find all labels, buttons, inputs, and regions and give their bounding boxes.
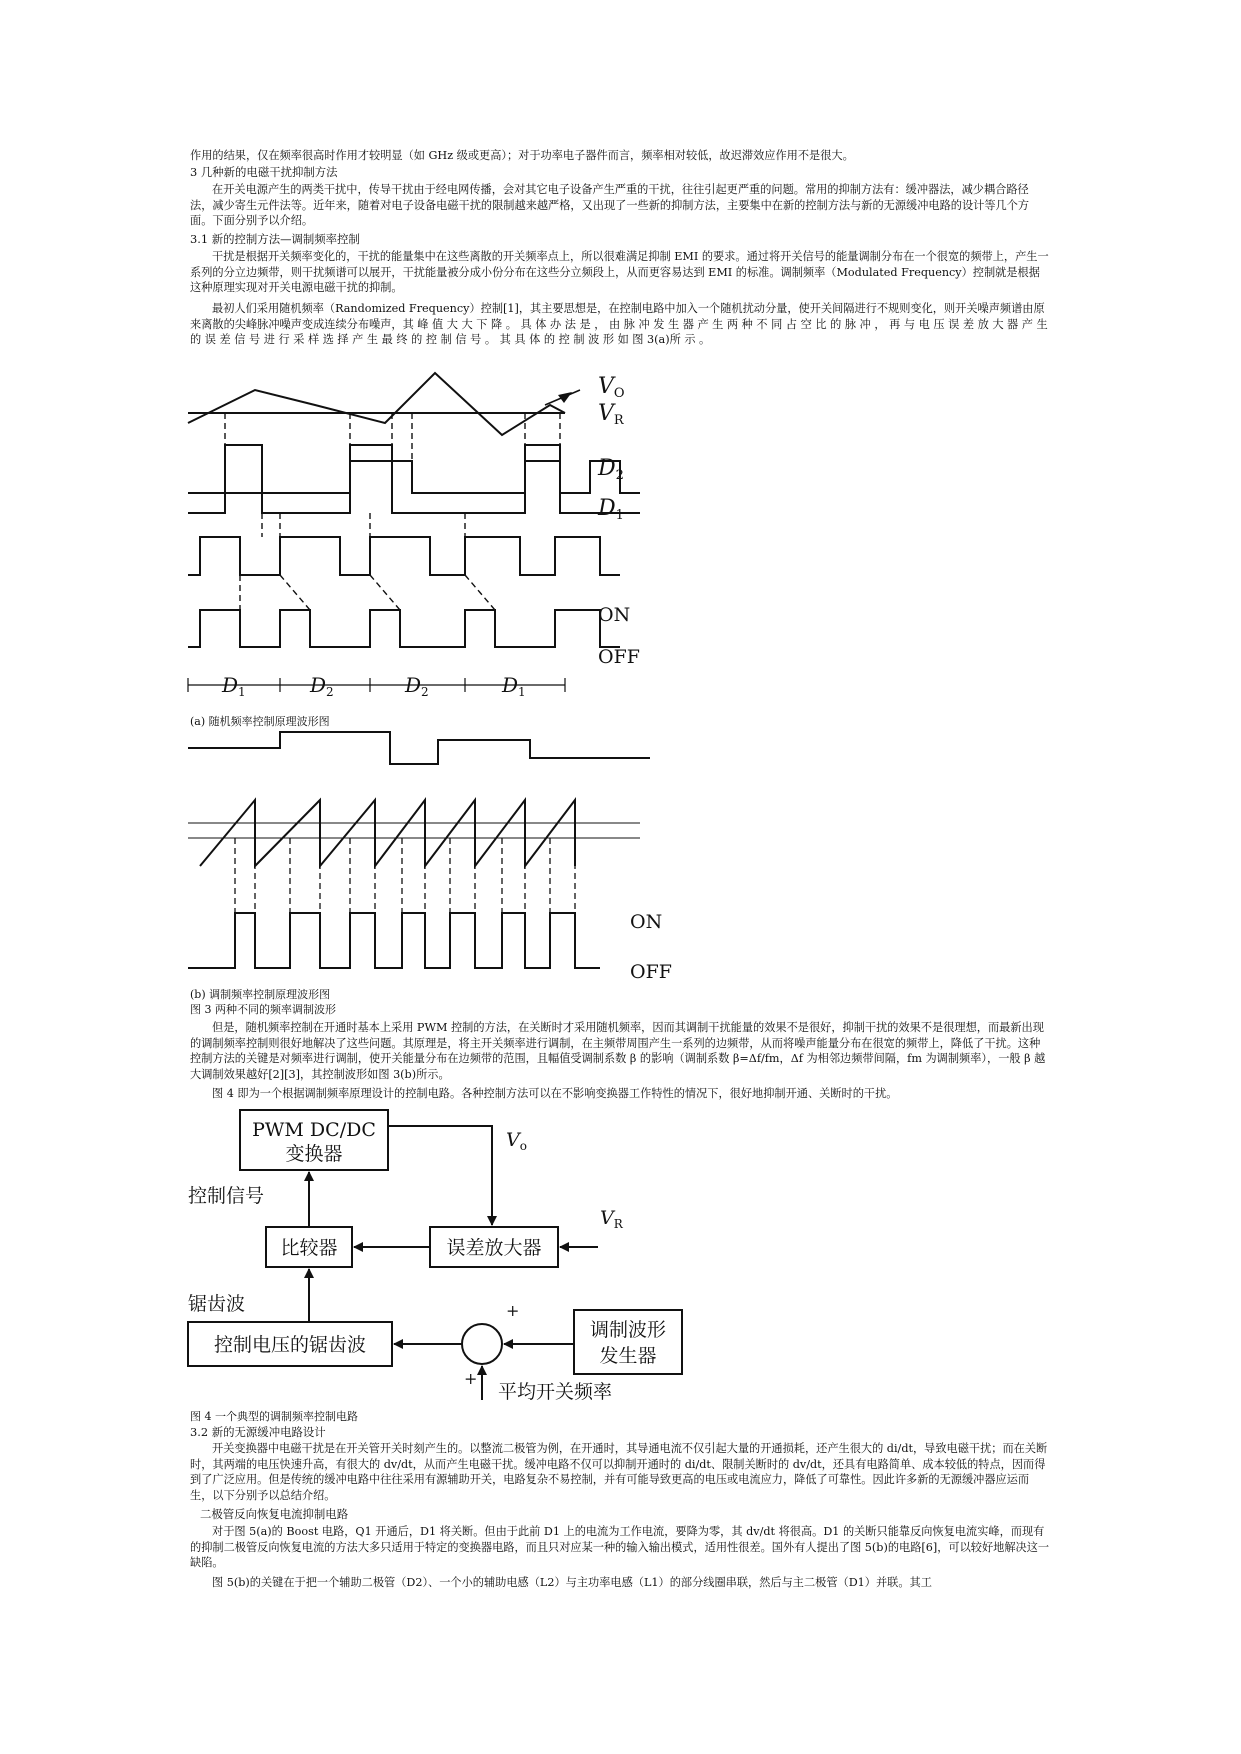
paragraph-3-1-c: 但是，随机频率控制在开通时基本上采用 PWM 控制的方法，在关断时才采用随机频率，因而其调制干扰能量的效果不是很好，抑制干扰的效果不是很理想，而最新出现的调制频率控制则很好地解决了这些问题。其原理是，将主开关频率进行调制，在主频带周围产生一系列的边频带，从而将噪声能量分布在很宽的频带上，降低了干扰。这种控制方法的关键是对频率进行调制，使开关能量分布在边频带的范围，且幅值受调制系数 β 的影响（调制系数 β=Δf/fm，Δf 为相邻边频带间隔，fm 为调制频率），一般 β 越大调制效果越好[2][3]，其控制波形如图 3(b)所示。: [190, 1021, 1046, 1081]
on-off-pulse-train: [188, 913, 600, 968]
figure-3a-waveforms: [180, 365, 700, 715]
pwm-converter-label-line2: 变换器: [285, 1143, 343, 1165]
figure-4-block-diagram: [180, 1104, 700, 1404]
pwm-converter-label-line1: PWM DC/DC: [252, 1119, 376, 1141]
vr-label: VR: [598, 401, 624, 428]
plus-sign-top: +: [506, 1301, 520, 1320]
sawtooth-wave-label: 锯齿波: [188, 1293, 246, 1315]
d1-pulse-train: [188, 445, 640, 513]
sawtooth-wave: [200, 800, 575, 866]
on-label: ON: [630, 911, 663, 933]
off-label: OFF: [630, 961, 672, 983]
comparator-label: 比较器: [280, 1237, 338, 1259]
d1-label: D1: [598, 496, 624, 523]
vo-triangle-wave: [188, 373, 565, 435]
d2-label: D2: [598, 456, 624, 483]
plus-sign-bottom: +: [464, 1369, 478, 1388]
figure-3b-caption: (b) 调制频率控制原理波形图: [190, 988, 331, 1001]
modulation-generator-label-line1: 调制波形: [589, 1319, 667, 1341]
paragraph-3-2-c: 图 5(b)的关键在于把一个辅助二极管（D2）、一个小的辅助电感（L2）与主功率电感（L1）的部分线圈串联，然后与主二极管（D1）并联。其工: [212, 1576, 932, 1589]
error-amplifier-label: 误差放大器: [446, 1237, 542, 1259]
paragraph-3-2-a: 开关变换器中电磁干扰是在开关管开关时刻产生的。以整流二极管为例，在开通时，其导通电流不仅引起大量的开通损耗，还产生很大的 di/dt，导致电磁干扰；而在关断时，其两端的电压快速升高，有很大的 dv/dt，从而产生电磁干扰。缓冲电路不仅可以抑制开通时的 di/dt、限制关断时的 dv/dt，还具有电路简单、成本较低的特点，因而得到了广泛应用。但是传统的缓冲电路中往往采用有源辅助开关，电路复杂不易控制，并有可能导致更高的电压或电流应力，降低了可靠性。因此许多新的无源缓冲器应运而生，以下分别予以总结介绍。: [190, 1442, 1048, 1502]
figure-3-caption: 图 3 两种不同的频率调制波形: [190, 1003, 336, 1016]
figure-4-caption: 图 4 一个典型的调制频率控制电路: [190, 1410, 358, 1423]
vo-label: VO: [598, 374, 625, 401]
paragraph-3-1-a: 干扰是根据开关频率变化的，干扰的能量集中在这些离散的开关频率点上，所以很难满足抑制 EMI 的要求。通过将开关信号的能量调制分布在一个很宽的频带上，产生一系列的分立边频带，则干扰频谱可以展开，干扰能量被分成小份分布在这些分立频段上，从而更容易达到 EMI 的标准。调制频率（Modulated Frequency）控制就是根据这种原理实现对开关电源电磁干扰的抑制。: [190, 250, 1049, 295]
segment-d2-label: $D_2$: [310, 673, 334, 699]
segment-d2-label: $D_2$: [405, 673, 429, 699]
figure-3b-waveforms: [180, 728, 700, 986]
section-heading-3-2: 3.2 新的无源缓冲电路设计: [190, 1425, 326, 1439]
selected-pulse-train: [188, 537, 620, 575]
paragraph-intro: 在开关电源产生的两类干扰中，传导干扰由于经电网传播，会对其它电子设备产生严重的干扰，往往引起更严重的问题。常用的抑制方法有：缓冲器法，减少耦合路径法，减少寄生元件法等。近年来，随着对电子设备电磁干扰的限制越来越严格，又出现了一些新的抑制方法，主要集中在新的控制方法与新的无源缓冲电路的设计等几个方面。下面分别予以介绍。: [190, 183, 1030, 228]
paragraph-3-2-b: 对于图 5(a)的 Boost 电路，Q1 开通后，D1 将关断。但由于此前 D1 上的电流为工作电流，要降为零，其 dv/dt 将很高。D1 的关断只能靠反向恢复电流实峰，而现有的抑制二极管反向恢复电流的方法大多只适用于特定的变换器电路，而且只对应某一种的输入输出模式，适用性很差。国外有人提出了图 5(b)的电路[6]，可以较好地解决这一缺陷。: [190, 1525, 1050, 1570]
sawtooth-block-label: 控制电压的锯齿波: [213, 1334, 367, 1356]
d2-pulse-train: [188, 461, 640, 493]
modulating-step-wave: [188, 732, 650, 764]
paragraph-top: 作用的结果，仅在频率很高时作用才较明显（如 GHz 级或更高）；对于功率电子器件而言，频率相对较低，故迟滞效应作用不是很大。: [190, 149, 854, 162]
on-off-pulse-train: [188, 610, 620, 647]
segment-d1-label: $D_1$: [222, 673, 246, 699]
modulation-generator-label-line2: 发生器: [599, 1345, 657, 1367]
vo-label: $V_o$: [506, 1129, 527, 1153]
summing-junction: [462, 1324, 502, 1364]
figure-3a-caption: (a) 随机频率控制原理波形图: [190, 715, 330, 728]
on-label: ON: [598, 604, 631, 626]
paragraph-3-1-d: 图 4 即为一个根据调制频率原理设计的控制电路。各种控制方法可以在不影响变换器工作特性的情况下，很好地抑制开通、关断时的干扰。: [212, 1087, 898, 1100]
section-heading-3: 3 几种新的电磁干扰抑制方法: [190, 165, 338, 179]
segment-d1-label: $D_1$: [502, 673, 526, 699]
average-switching-frequency-label: 平均开关频率: [498, 1381, 613, 1403]
off-label: OFF: [598, 646, 640, 668]
paragraph-3-1-b: 最初人们采用随机频率（Randomized Frequency）控制[1]，其主要思想是，在控制电路中加入一个随机扰动分量，使开关间隔进行不规则变化，则开关噪声频谱由原来离散的尖峰脉冲噪声变成连续分布噪声，其 峰 值 大 大 下 降 。 具 体 办 法 是 ， 由 脉 冲 发 生 器 产 生 两 种 不 同 占 空 比 的 脉 冲 ， 再 与 电 压 误 差 放 大 器 产 生 的 误 差 信 号 进 行 采 样 选 择 产 生 最 终 的 控 制 信 号 。 其 具 体 的 控 制 波 形 如 图 3(a)所 示 。: [190, 302, 1048, 347]
control-signal-label: 控制信号: [188, 1185, 265, 1207]
section-heading-3-1: 3.1 新的控制方法—调制频率控制: [190, 232, 360, 246]
subheading-diode-recovery: 二极管反向恢复电流抑制电路: [200, 1507, 349, 1521]
vr-label: $V_R$: [600, 1207, 623, 1231]
